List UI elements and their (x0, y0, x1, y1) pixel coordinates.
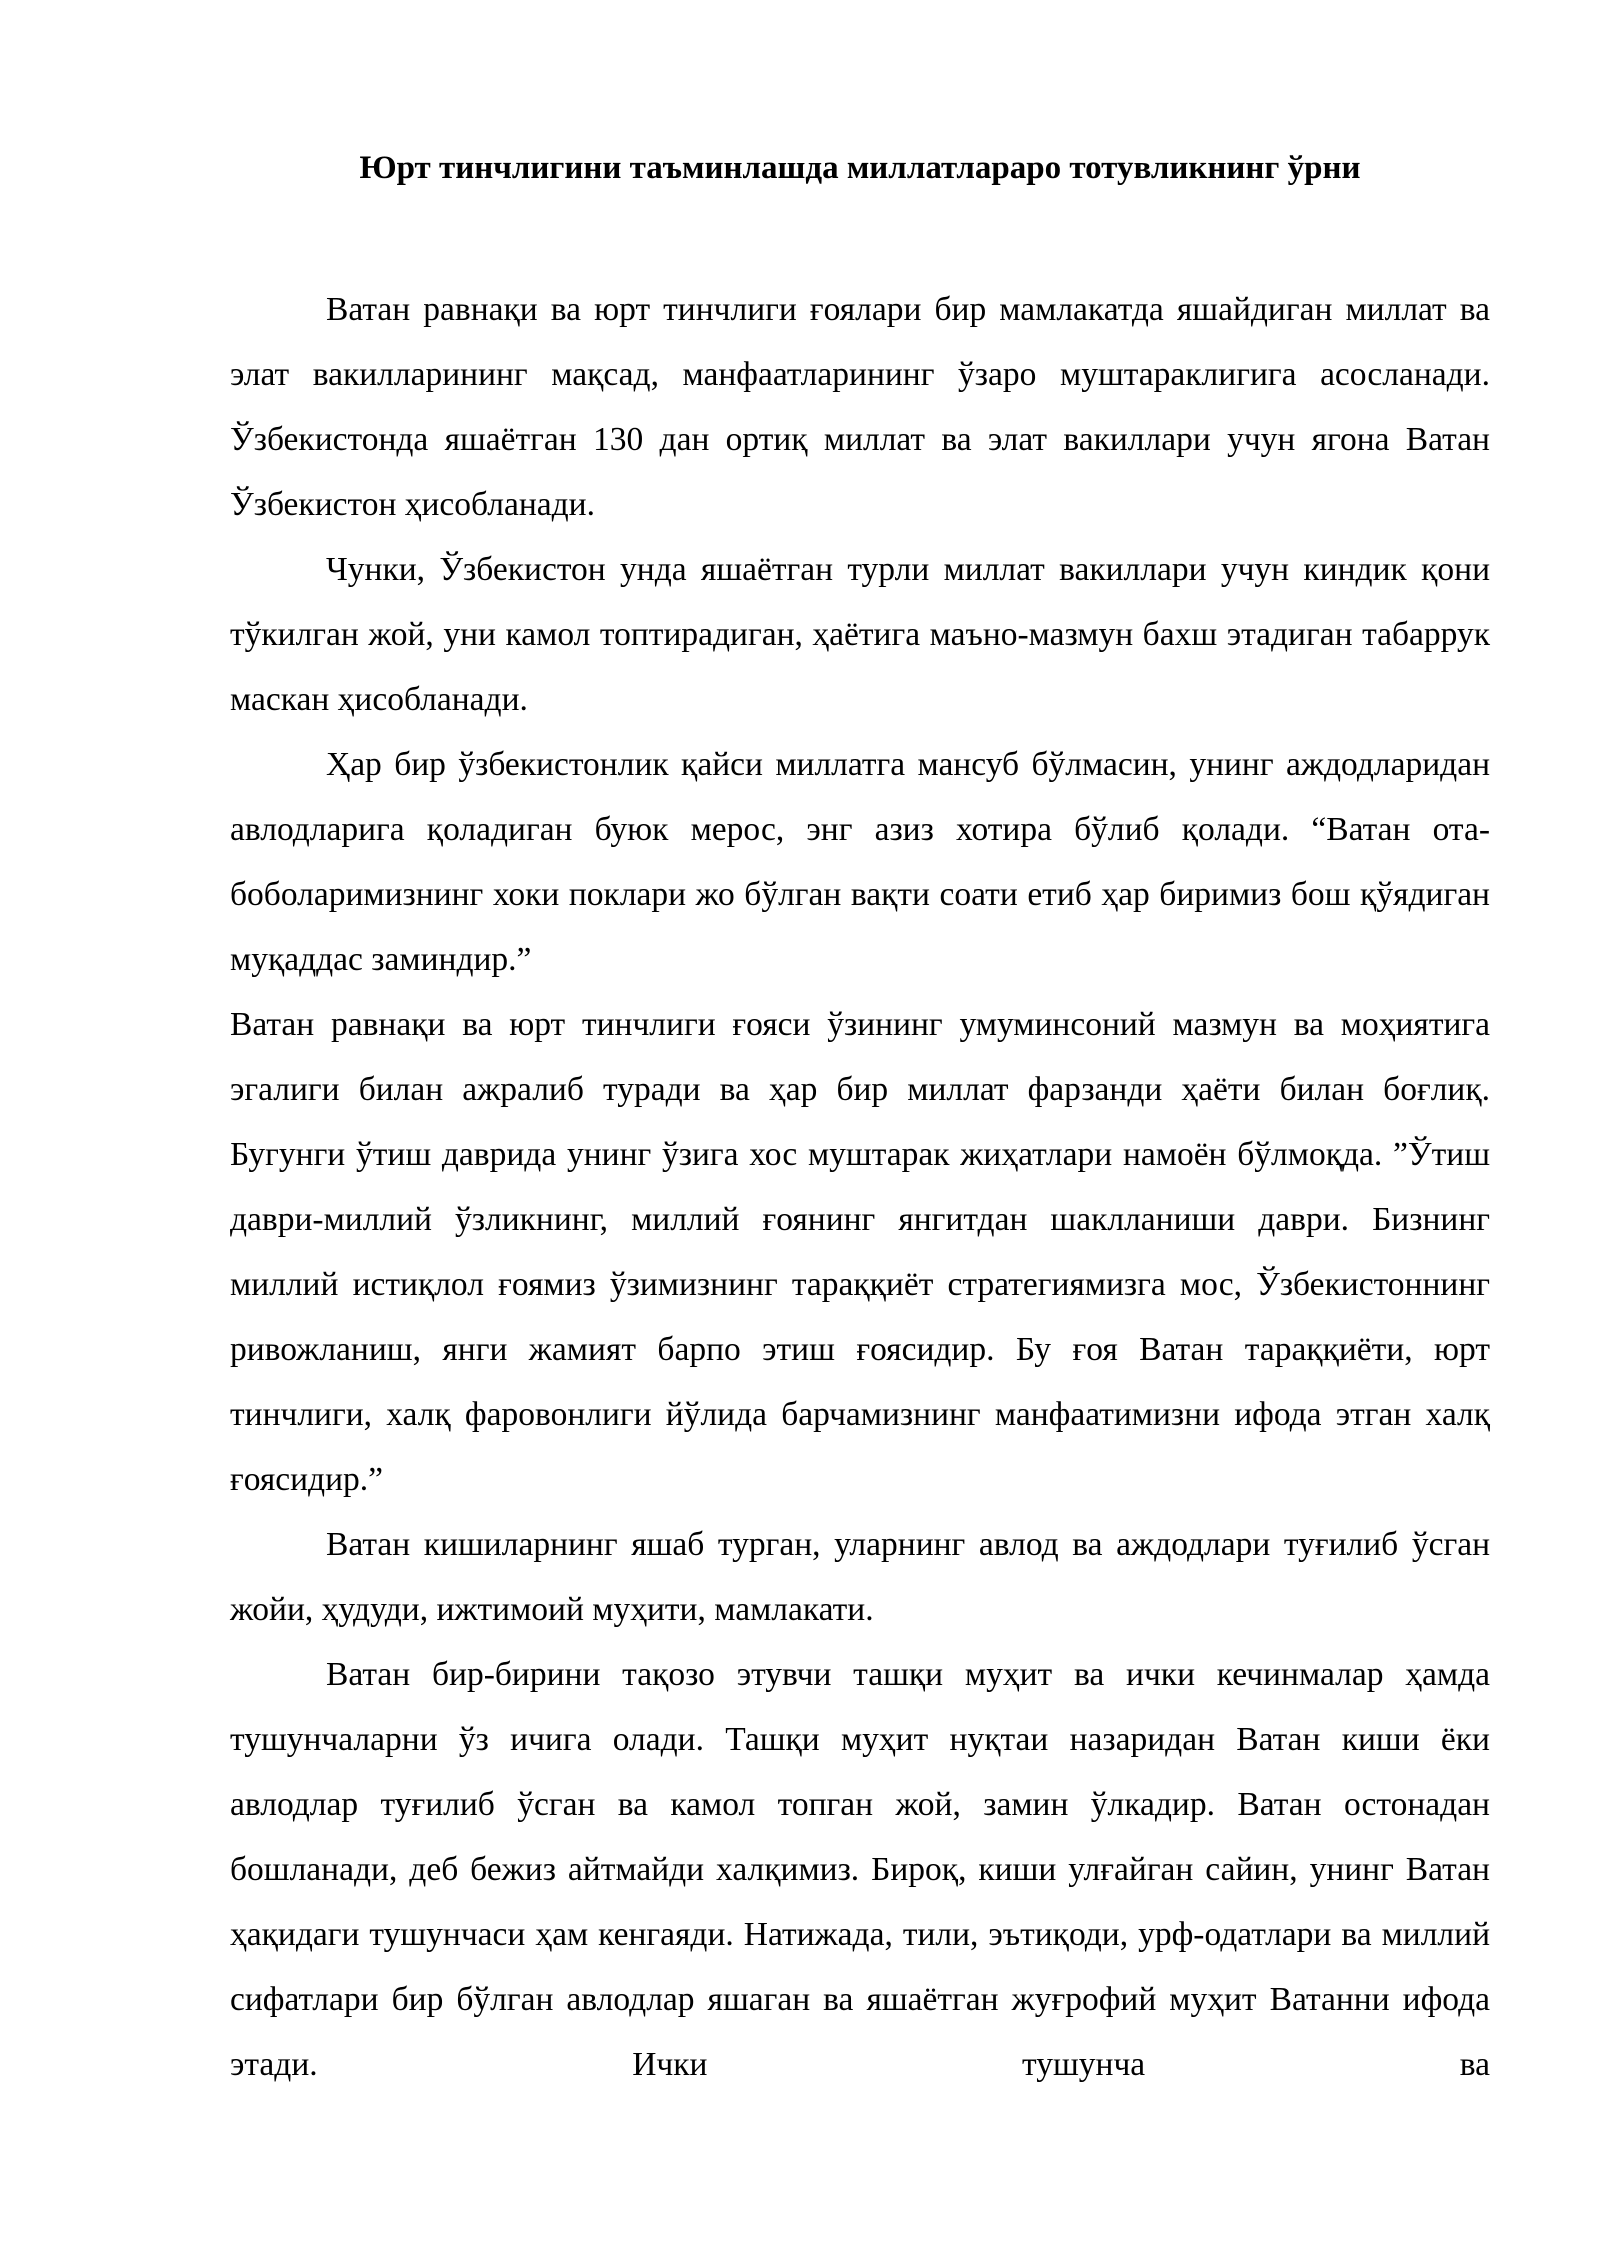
paragraph-3: Ҳар бир ўзбекистонлик қайси миллатга мансуб бўлмасин, унинг аждодларидан авлодларига қоладиган буюк мерос, энг азиз хотира бўлиб қолади. “Ватан ота-боболаримизнинг хоки поклари жо бўлган вақти соати етиб ҳар биримиз бош қўядиган муқаддас заминдир.” (230, 746, 1490, 978)
paragraph-2: Чунки, Ўзбекистон унда яшаётган турли миллат вакиллари учун киндик қони тўкилган жой, уни камол топтирадиган, ҳаётига маъно-мазмун бахш этадиган табаррук маскан ҳисобланади. (230, 551, 1490, 718)
paragraph-6: Ватан бир-бирини тақозо этувчи ташқи муҳит ва ички кечинмалар ҳамда тушунчаларни ўз ичига олади. Ташқи муҳит нуқтаи назаридан Ватан киши ёки авлодлар туғилиб ўсган ва камол топган жой, замин ўлкадир. Ватан остонадан бошланади, деб бежиз айтмайди халқимиз. Бироқ, киши улғайган сайин, унинг Ватан ҳақидаги тушунчаси ҳам кенгаяди. Натижада, тили, эътиқоди, урф-одатлари ва миллий сифатлари бир бўлган авлодлар яшаган ва яшаётган жуғрофий муҳит Ватанни ифода этади. Ички тушунча ва (230, 1656, 1490, 2083)
paragraph-5: Ватан кишиларнинг яшаб турган, уларнинг авлод ва аждодлари туғилиб ўсган жойи, ҳудуди, ижтимоий муҳити, мамлакати. (230, 1526, 1490, 1628)
paragraph-1: Ватан равнақи ва юрт тинчлиги ғоялари бир мамлакатда яшайдиган миллат ва элат вакилларининг мақсад, манфаатларининг ўзаро муштараклигига асосланади. Ўзбекистонда яшаётган 130 дан ортиқ миллат ва элат вакиллари учун ягона Ватан Ўзбекистон ҳисобланади. (230, 291, 1490, 523)
document-title: Юрт тинчлигини таъминлашда миллатлараро тотувликнинг ўрни (359, 150, 1361, 186)
document-body (230, 277, 1490, 2097)
paragraph-4: Ватан равнақи ва юрт тинчлиги ғояси ўзининг умуминсоний мазмун ва моҳиятига эгалиги билан ажралиб туради ва ҳар бир миллат фарзанди ҳаёти билан боғлиқ. Бугунги ўтиш даврида унинг ўзига хос муштарак жиҳатлари намоён бўлмоқда. ”Ўтиш даври-миллий ўзликнинг, миллий ғоянинг янгитдан шаклланиши даври. Бизнинг миллий истиқлол ғоямиз ўзимизнинг тараққиёт стратегиямизга мос, Ўзбекистоннинг ривожланиш, янги жамият барпо этиш ғоясидир. Бу ғоя Ватан тараққиёти, юрт тинчлиги, халқ фаровонлиги йўлида барчамизнинг манфаатимизни ифода этган халқ ғоясидир.” (230, 1006, 1490, 1498)
